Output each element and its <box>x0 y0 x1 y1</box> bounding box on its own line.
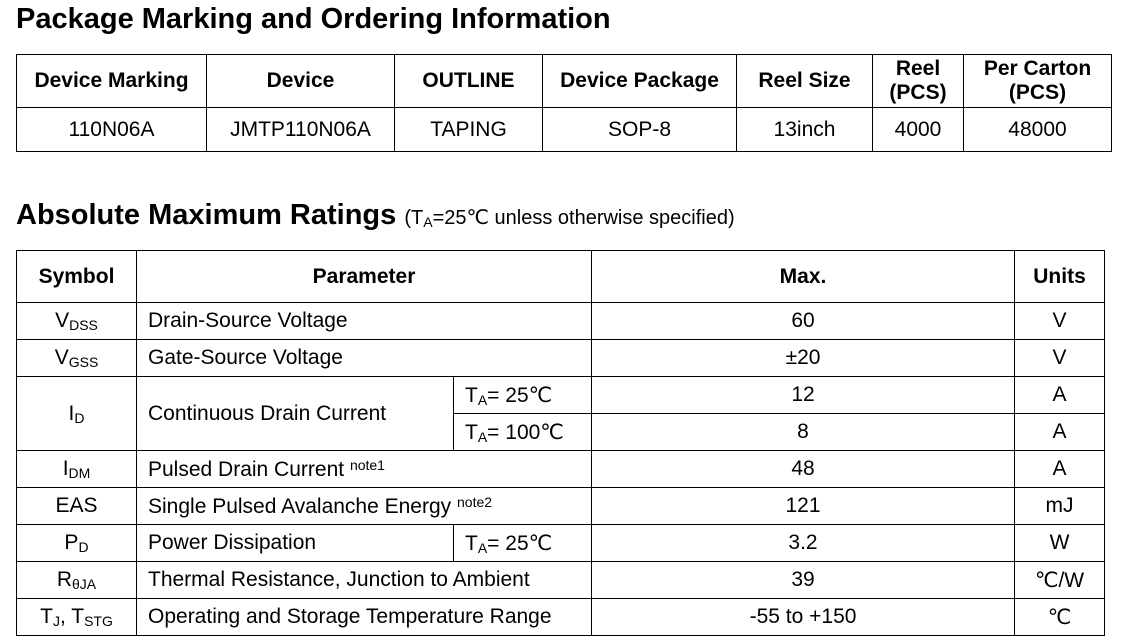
param-gate-source-voltage: Gate-Source Voltage <box>137 340 592 377</box>
sym: I <box>68 401 75 425</box>
max-value: 3.2 <box>592 525 1015 562</box>
note-ref: note2 <box>457 493 493 510</box>
condition-ta-25 <box>454 377 592 414</box>
sym-sub: DM <box>68 465 91 481</box>
table-row <box>17 562 1105 599</box>
unit: W <box>1015 525 1105 562</box>
param-power-dissipation: Power Dissipation <box>137 525 454 562</box>
ratings-title-text: Absolute Maximum Ratings <box>16 199 397 231</box>
max-value: 8 <box>592 414 1015 451</box>
cond-suffix: =25℃ unless otherwise specified) <box>432 207 735 229</box>
header-reel-pcs: Reel (PCS) <box>873 55 964 108</box>
ordering-table <box>16 54 1112 152</box>
sym: V <box>55 309 70 332</box>
header-per-carton: Per Carton (PCS) <box>964 55 1112 108</box>
ratings-title <box>16 199 735 232</box>
cell-per-carton: 48000 <box>964 108 1112 152</box>
header-units: Units <box>1015 251 1105 303</box>
ratings-condition <box>404 207 734 229</box>
max-value: -55 to +150 <box>592 599 1015 636</box>
ratings-header-row <box>17 251 1105 303</box>
sym-sub: GSS <box>68 354 99 370</box>
cond-sub: A <box>477 539 488 556</box>
cell-device-marking: 110N06A <box>17 108 207 152</box>
note-ref: note1 <box>349 456 385 473</box>
cond-suffix: = 25℃ <box>487 383 553 407</box>
ordering-data-row <box>17 108 1112 152</box>
sym-mid: , T <box>59 605 85 628</box>
max-value: 121 <box>592 488 1015 525</box>
header-device-package: Device Package <box>543 55 737 108</box>
sym: V <box>54 346 69 369</box>
cond-prefix: (T <box>404 207 424 229</box>
condition-ta-25 <box>454 525 592 562</box>
table-row <box>17 340 1105 377</box>
unit: ℃/W <box>1015 562 1105 599</box>
cond-sub: A <box>477 391 488 408</box>
ordering-header-row <box>17 55 1112 108</box>
header-device-marking: Device Marking <box>17 55 207 108</box>
symbol-rthja <box>17 562 137 599</box>
symbol-id <box>17 377 137 451</box>
unit: V <box>1015 303 1105 340</box>
condition-ta-100 <box>454 414 592 451</box>
header-symbol: Symbol <box>17 251 137 303</box>
header-reel-size: Reel Size <box>737 55 873 108</box>
table-row <box>17 303 1105 340</box>
cond-sub: A <box>477 428 488 445</box>
ratings-table <box>16 250 1105 636</box>
cond-prefix: T <box>465 420 478 444</box>
sym-sub: θJA <box>72 576 97 592</box>
cond-suffix: = 100℃ <box>487 420 564 444</box>
cond-suffix: = 25℃ <box>487 531 553 555</box>
cond-prefix: T <box>465 383 478 407</box>
table-row <box>17 451 1105 488</box>
cell-device-package: SOP-8 <box>543 108 737 152</box>
unit: A <box>1015 377 1105 414</box>
param-thermal-resistance: Thermal Resistance, Junction to Ambient <box>137 562 592 599</box>
header-device: Device <box>207 55 395 108</box>
ordering-title: Package Marking and Ordering Information <box>16 3 611 35</box>
max-value: 60 <box>592 303 1015 340</box>
symbol-vdss <box>17 303 137 340</box>
symbol-pd <box>17 525 137 562</box>
param-text: Single Pulsed Avalanche Energy <box>148 494 452 518</box>
unit: A <box>1015 451 1105 488</box>
sym: R <box>56 568 73 591</box>
sym: I <box>62 457 69 480</box>
symbol-vgss <box>17 340 137 377</box>
symbol-tj-tstg <box>17 599 137 636</box>
table-row <box>17 377 1105 414</box>
sym: P <box>64 531 79 554</box>
table-row <box>17 599 1105 636</box>
param-pulsed-drain-current <box>137 451 592 488</box>
max-value: 48 <box>592 451 1015 488</box>
symbol-idm <box>17 451 137 488</box>
unit: V <box>1015 340 1105 377</box>
sym: T <box>40 605 53 628</box>
cond-sub: A <box>423 214 433 230</box>
header-parameter: Parameter <box>137 251 592 303</box>
cond-prefix: T <box>465 531 478 555</box>
unit: ℃ <box>1015 599 1105 636</box>
param-temperature-range: Operating and Storage Temperature Range <box>137 599 592 636</box>
cell-device: JMTP110N06A <box>207 108 395 152</box>
max-value: ±20 <box>592 340 1015 377</box>
sym-sub: J <box>52 613 60 629</box>
cell-outline: TAPING <box>395 108 543 152</box>
sym-sub: D <box>78 539 89 555</box>
max-value: 39 <box>592 562 1015 599</box>
param-continuous-drain-current: Continuous Drain Current <box>137 377 454 451</box>
sym-sub2: STG <box>84 613 113 629</box>
cell-reel-size: 13inch <box>737 108 873 152</box>
sym-sub: D <box>74 409 85 426</box>
max-value: 12 <box>592 377 1015 414</box>
header-max: Max. <box>592 251 1015 303</box>
unit: mJ <box>1015 488 1105 525</box>
cell-reel-pcs: 4000 <box>873 108 964 152</box>
param-text: Pulsed Drain Current <box>148 457 345 481</box>
sym-sub: DSS <box>69 317 98 333</box>
unit: A <box>1015 414 1105 451</box>
header-outline: OUTLINE <box>395 55 543 108</box>
table-row <box>17 525 1105 562</box>
param-avalanche-energy <box>137 488 592 525</box>
table-row <box>17 488 1105 525</box>
symbol-eas: EAS <box>17 488 137 525</box>
param-drain-source-voltage: Drain-Source Voltage <box>137 303 592 340</box>
